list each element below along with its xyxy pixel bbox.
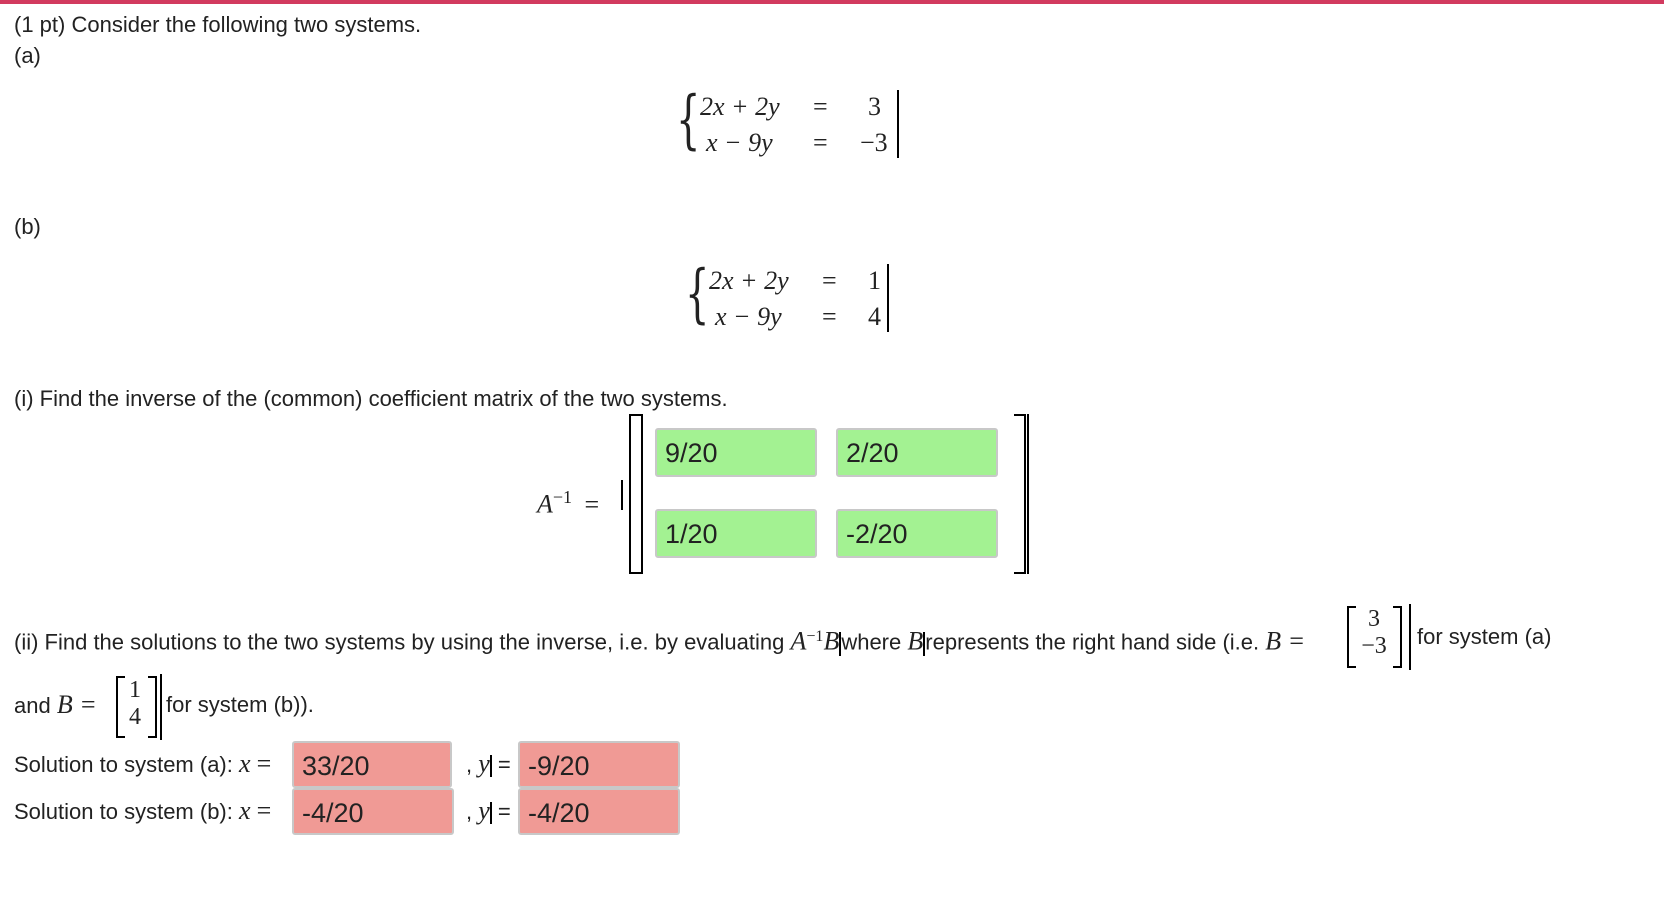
inverse-superscript: −1	[552, 487, 573, 507]
inverse-a21-input[interactable]: 1/20	[655, 509, 817, 558]
cursor-line	[621, 480, 623, 510]
solution-a-label: Solution to system (a):	[14, 752, 233, 777]
part-ii-B-eq: B =	[56, 690, 97, 719]
solution-b-y-eq: =	[497, 799, 511, 824]
part-ii-A: A	[790, 626, 807, 656]
part-b-label: (b)	[14, 214, 41, 239]
system-a-row1-eq: =	[813, 92, 828, 121]
cursor-line	[1027, 414, 1029, 574]
part-ii-B: B	[823, 626, 840, 656]
solution-b-label: Solution to system (b):	[14, 799, 233, 824]
vector-b	[122, 677, 148, 731]
system-b-row1-eq: =	[822, 266, 837, 295]
system-a-row2-rhs: −3	[860, 128, 888, 157]
inverse-a11-input[interactable]: 9/20	[655, 428, 817, 477]
system-b-row1-rhs: 1	[868, 266, 881, 295]
inverse-a12-input[interactable]: 2/20	[836, 428, 998, 477]
part-ii-text	[14, 624, 1305, 656]
left-brace: {	[676, 83, 701, 157]
part-ii-sup: −1	[806, 628, 824, 645]
system-a-row1-lhs: 2x + 2y	[700, 92, 780, 121]
inverse-a22-input[interactable]: -2/20	[836, 509, 998, 558]
left-brace: {	[685, 257, 710, 331]
inverse-matrix-symbol: A	[537, 489, 553, 519]
system-b-row2-rhs: 4	[868, 302, 881, 331]
solution-b-y-label	[466, 798, 511, 825]
system-a-row2-lhs: x − 9y	[706, 128, 773, 157]
vector-a-bottom: −3	[1361, 633, 1387, 659]
part-ii-text-5: for system (b)).	[166, 692, 314, 717]
part-ii-text-2: where	[841, 629, 902, 655]
vector-a-top: 3	[1368, 606, 1380, 632]
system-a-row2-eq: =	[813, 128, 828, 157]
cursor-line	[160, 674, 162, 740]
cursor-line	[897, 90, 899, 158]
part-ii-text-1: (ii) Find the solutions to the two systems by using the inverse, i.e. by evaluating	[14, 629, 785, 655]
solution-a-y-input[interactable]: -9/20	[518, 741, 680, 788]
matrix-right-bracket	[1014, 414, 1026, 574]
solution-b-x-var: x	[239, 796, 251, 825]
vector-a	[1356, 606, 1392, 660]
cursor-line	[887, 264, 889, 332]
solution-a-x-input[interactable]: 33/20	[292, 741, 452, 788]
problem-intro: (1 pt) Consider the following two systems.	[14, 12, 422, 37]
system-b-row2-lhs: x − 9y	[715, 302, 782, 331]
solution-a-x-var: x	[239, 749, 251, 778]
solution-a-comma: ,	[466, 752, 473, 777]
solution-a-y-eq: =	[497, 752, 511, 777]
part-a-label: (a)	[14, 43, 41, 68]
solution-b-x-input[interactable]: -4/20	[292, 788, 454, 835]
top-accent-bar	[0, 0, 1664, 4]
solution-a-x-eq: =	[256, 749, 272, 778]
matrix-left-bracket	[629, 414, 641, 574]
inverse-label	[537, 484, 599, 518]
solution-b-y-var: y	[478, 796, 490, 825]
system-b-row1-lhs: 2x + 2y	[709, 266, 789, 295]
vector-b-bottom: 4	[129, 704, 141, 730]
vector-a-left-bracket	[1347, 606, 1356, 668]
solution-a-y-label	[466, 751, 511, 778]
solution-b-x-eq: =	[256, 796, 272, 825]
part-ii-text-4: for system (a)	[1417, 624, 1552, 649]
solution-b-label-row	[14, 798, 271, 825]
system-b-row2-eq: =	[822, 302, 837, 331]
cursor-line	[490, 755, 492, 777]
vector-b-right-bracket	[148, 676, 157, 738]
part-ii-B: B	[907, 626, 924, 656]
vector-a-right-bracket	[1393, 606, 1402, 668]
part-ii-B-eq: B =	[1265, 626, 1306, 656]
solution-b-comma: ,	[466, 799, 473, 824]
solution-a-y-var: y	[478, 749, 490, 778]
system-a-row1-rhs: 3	[868, 92, 881, 121]
solution-b-y-input[interactable]: -4/20	[518, 788, 680, 835]
solution-a-label-row	[14, 751, 271, 778]
and-text: and	[14, 693, 51, 718]
part-i-text: (i) Find the inverse of the (common) coefficient matrix of the two systems.	[14, 386, 728, 411]
cursor-line	[490, 802, 492, 824]
cursor-line	[1409, 604, 1411, 670]
inverse-equals: =	[584, 489, 600, 519]
cursor-line	[641, 414, 643, 574]
vector-b-top: 1	[129, 677, 141, 703]
and-B-text	[14, 692, 97, 719]
part-ii-text-3: represents the right hand side (i.e.	[925, 629, 1260, 655]
